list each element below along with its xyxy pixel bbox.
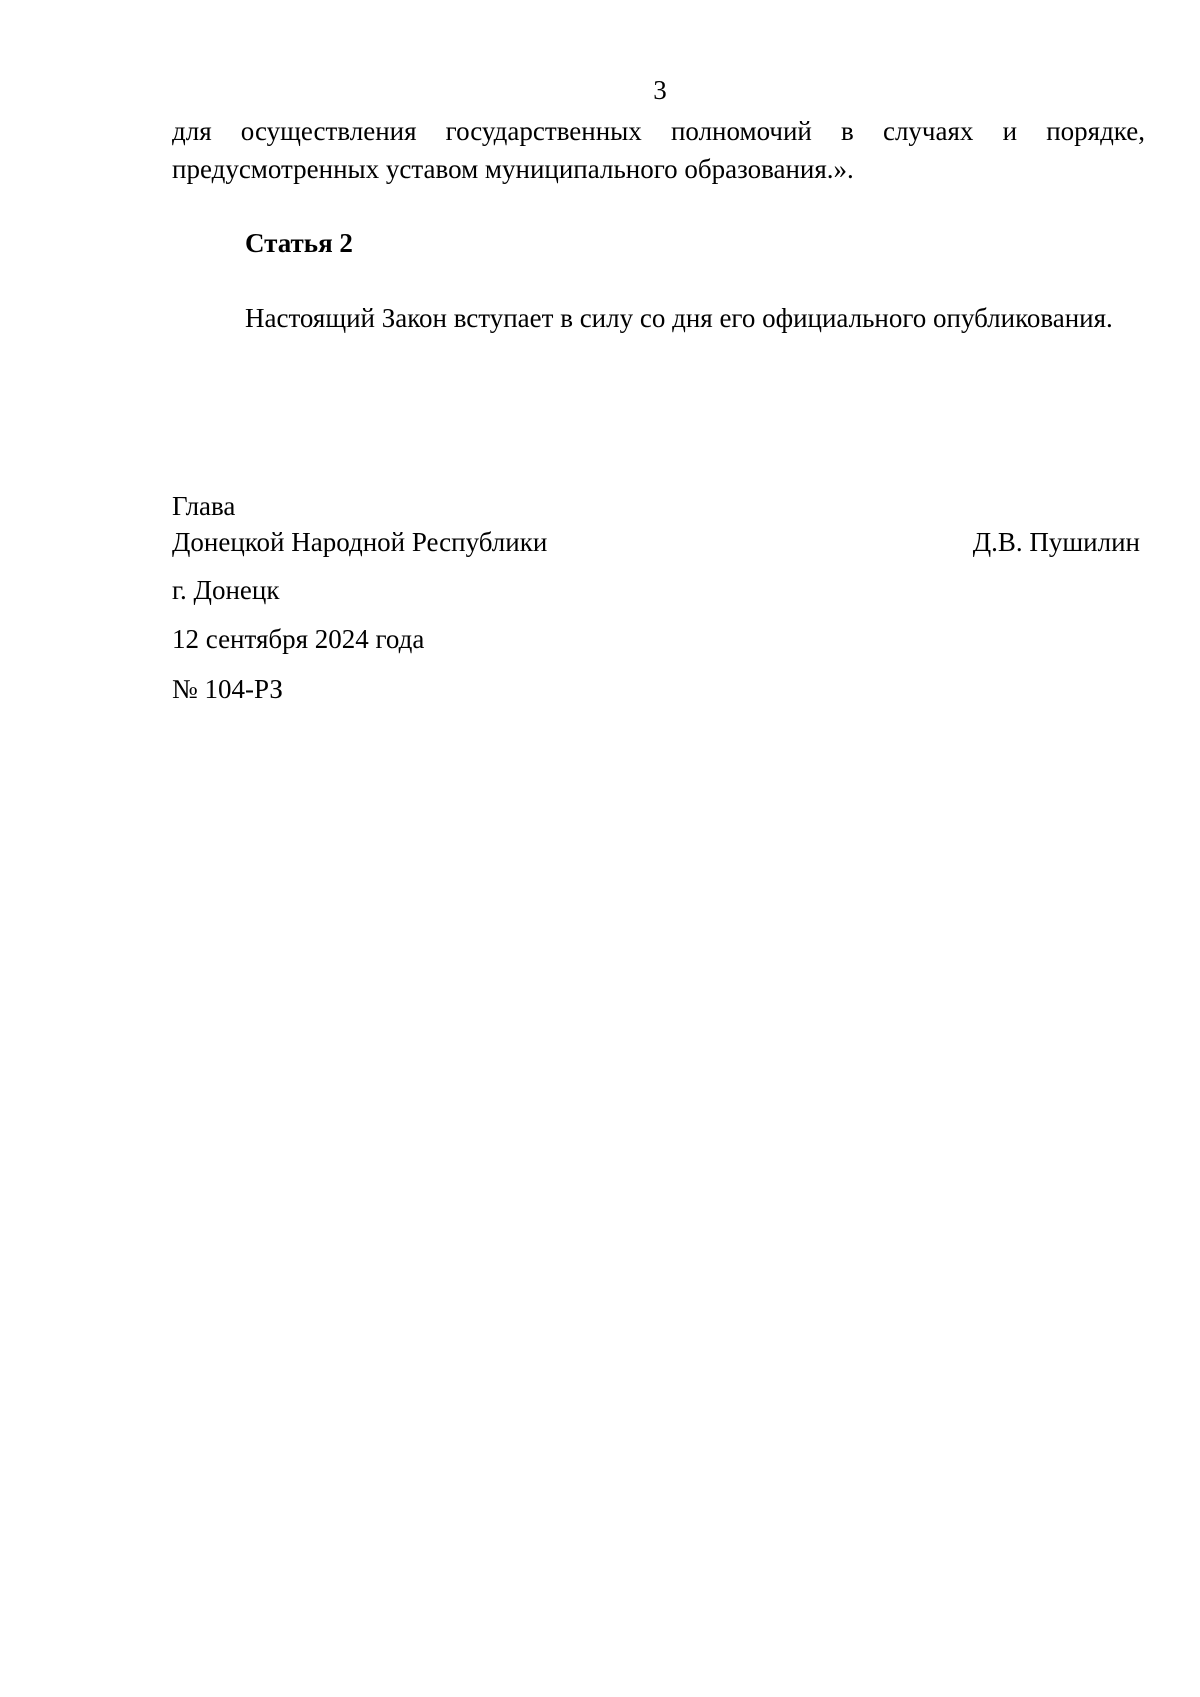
signer-title-line-1: Глава: [172, 491, 236, 521]
continuation-line-1: для осуществления государственных полномочий в случаях и порядке,: [172, 116, 1145, 146]
signer-row: [172, 524, 1140, 560]
article-heading: Статья 2: [245, 228, 353, 258]
signature-block: [172, 488, 1140, 560]
continuation-paragraph: [172, 112, 1145, 188]
law-number: № 104-РЗ: [172, 674, 283, 704]
place-of-signing: г. Донецк: [172, 575, 280, 605]
signer-name: Д.В. Пушилин: [972, 527, 1140, 557]
continuation-line-2: предусмотренных уставом муниципального образования.».: [172, 154, 854, 184]
article-body: Настоящий Закон вступает в силу со дня его официального опубликования.: [245, 303, 1113, 333]
signer-title-line-2: Донецкой Народной Республики: [172, 527, 548, 557]
date-of-signing: 12 сентября 2024 года: [172, 624, 425, 654]
page-number: 3: [653, 75, 667, 105]
